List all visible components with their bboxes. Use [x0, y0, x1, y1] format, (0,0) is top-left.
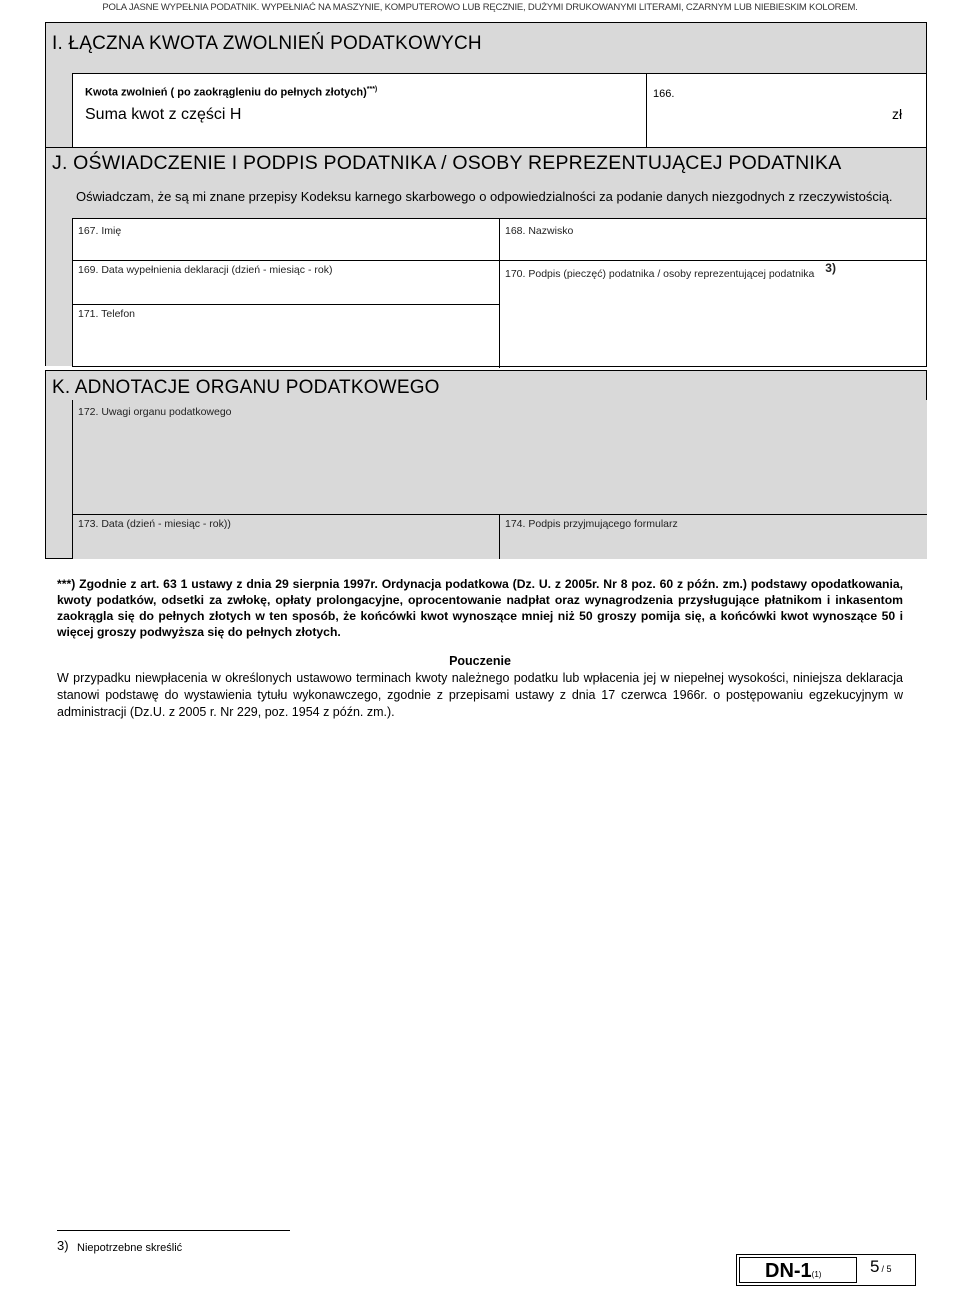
- pouczenie-text: W przypadku niewpłacenia w określonych ustawowo terminach kwoty należnego podatku lub wpłacenia jej w niepełnej wysokości, niniejsza deklaracja stanowi podstawę do wystawienia tytułu wykonawczego, zgodnie z przepisami ustawy z dnia 17 czerwca 1966r. o postępowaniu egzekucyjnym w administracji (Dz.U. z 2005 r. Nr 229, poz. 1954 z późn. zm.).: [57, 671, 903, 719]
- field-166-number: 166.: [653, 88, 675, 100]
- field-170-sup: 3): [825, 261, 836, 275]
- field-172-label: 172. Uwagi organu podatkowego: [78, 406, 232, 418]
- section-i-label: [85, 86, 377, 99]
- field-168-label: 168. Nazwisko: [505, 225, 574, 237]
- field-167-input[interactable]: [73, 219, 499, 260]
- section-j-title: J. OŚWIADCZENIE I PODPIS PODATNIKA / OSOBY REPREZENTUJĄCEJ PODATNIKA: [52, 152, 842, 174]
- section-i-label-sup: ***): [366, 86, 378, 93]
- form-page-current: 5: [870, 1257, 880, 1276]
- section-i-label-line2: Suma kwot z części H: [85, 106, 242, 123]
- bottom-footnote-text: Niepotrzebne skreślić: [77, 1242, 183, 1254]
- section-k-title: K. ADNOTACJE ORGANU PODATKOWEGO: [52, 377, 440, 398]
- field-170-label: [505, 261, 836, 280]
- field-174-label: 174. Podpis przyjmującego formularz: [505, 518, 678, 530]
- section-i-title: I. ŁĄCZNA KWOTA ZWOLNIEŃ PODATKOWYCH: [52, 33, 482, 54]
- field-166-input[interactable]: [646, 73, 927, 148]
- footnote-ordynacja-text: ***) Zgodnie z art. 63 1 ustawy z dnia 29 sierpnia 1997r. Ordynacja podatkowa (Dz. U. z 2005r. Nr 8 poz. 60 z późn. zm.) podstawy opodatkowania, kwoty podatków, odsetki za zwłokę, opłaty prolongacyjne, oprocentowanie nadpłat oraz wynagrodzenia przysługujące płatnikom i inkasentom zaokrągla się do pełnych złotych w ten sposób, że końcówki kwot wynoszące mniej niż 50 groszy pomija się, a końcówki kwot wynoszące 50 i więcej groszy podwyższa się do pełnych złotych.: [57, 577, 903, 639]
- section-j-statement: Oświadczam, że są mi znane przepisy Kodeksu karnego skarbowego o odpowiedzialności za podanie danych niezgodnych z rzeczywistością.: [76, 189, 893, 204]
- pouczenie-title: Pouczenie: [449, 654, 511, 668]
- field-172-area: [73, 420, 926, 513]
- field-173-label: 173. Data (dzień - miesiąc - rok)): [78, 518, 231, 530]
- top-instruction-note: POLA JASNE WYPEŁNIA PODATNIK. WYPEŁNIAĆ NA MASZYNIE, KOMPUTEROWO LUB RĘCZNIE, DUŻYMI DRUKOWANYMI LITERAMI, CZARNYM LUB NIEBIESKIM KOLOREM.: [102, 2, 858, 13]
- form-id-version: (1): [811, 1270, 822, 1279]
- bottom-footnote: [57, 1237, 182, 1255]
- field-167-label: 167. Imię: [78, 225, 122, 237]
- field-166-unit: zł: [892, 106, 903, 122]
- field-171-input[interactable]: [73, 305, 499, 366]
- form-page-number: [870, 1257, 891, 1277]
- field-169-label: 169. Data wypełnienia deklaracji (dzień - miesiąc - rok): [78, 264, 333, 276]
- field-171-label: 171. Telefon: [78, 308, 136, 320]
- form-id-code-text: DN-1: [765, 1260, 812, 1282]
- section-i-label-line1: Kwota zwolnień ( po zaokrągleniu do pełnych złotych): [85, 86, 367, 99]
- footnote-rule: [57, 1230, 290, 1231]
- form-page-total: / 5: [881, 1264, 892, 1274]
- footnote-ordynacja: [57, 576, 903, 640]
- bottom-footnote-mark: 3): [57, 1238, 69, 1253]
- form-id-code: [765, 1260, 821, 1283]
- form-id-box: [736, 1254, 916, 1286]
- field-170-label-text: 170. Podpis (pieczęć) podatnika / osoby reprezentującej podatnika: [505, 268, 815, 280]
